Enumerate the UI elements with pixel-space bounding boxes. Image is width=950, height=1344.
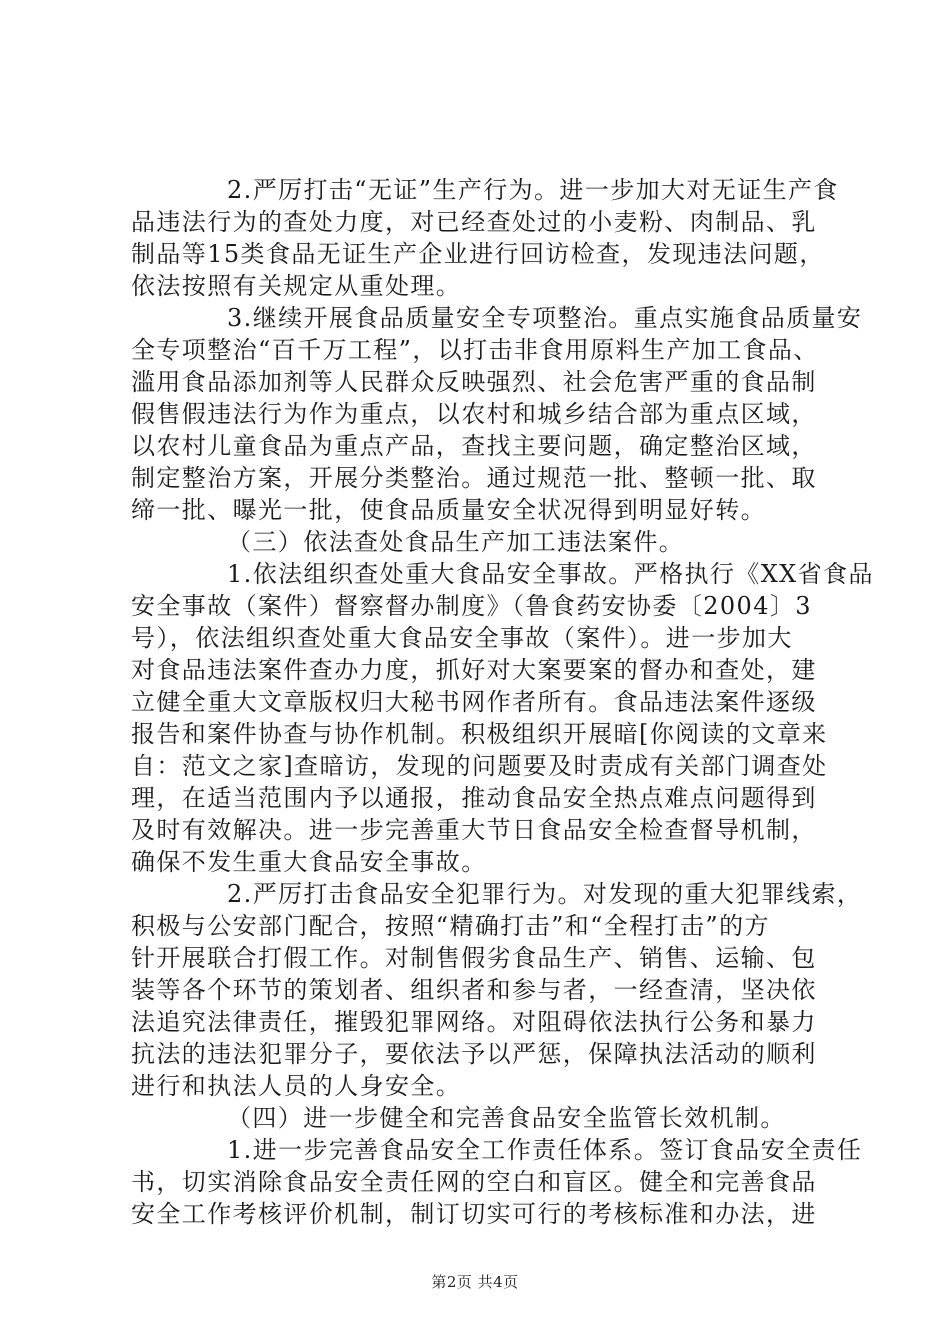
paragraph-line: 以农村儿童食品为重点产品，查找主要问题，确定整治区域， — [131, 432, 817, 460]
paragraph-line: 积极与公安部门配合，按照“精确打击”和“全程打击”的方 — [131, 912, 770, 940]
paragraph-line: 书，切实消除食品安全责任网的空白和盲区。健全和完善食品 — [131, 1168, 817, 1196]
paragraph-line: 1.依法组织查处重大食品安全事故。严格执行《XX省食品 — [227, 560, 874, 588]
paragraph-line: 号），依法组织查处重大食品安全事故（案件）。进一步加大 — [131, 624, 793, 652]
paragraph-line: 缔一批、曝光一批，使食品质量安全状况得到明显好转。 — [131, 496, 766, 524]
paragraph-p5 — [131, 878, 863, 1102]
document-body — [131, 174, 874, 1230]
paragraph-line: 1.进一步完善食品安全工作责任体系。签订食品安全责任 — [227, 1136, 863, 1164]
paragraph-line: 制定整治方案，开展分类整治。通过规范一批、整顿一批、取 — [131, 464, 817, 492]
paragraph-line: 假售假违法行为作为重点，以农村和城乡结合部为重点区域， — [131, 400, 817, 428]
paragraph-line: 立健全重大文章版权归大秘书网作者所有。食品违法案件逐级 — [131, 688, 817, 716]
paragraph-p7 — [131, 1134, 863, 1230]
paragraph-line: 及时有效解决。进一步完善重大节日食品安全检查督导机制， — [131, 816, 817, 844]
paragraph-line: 全专项整治“百千万工程”，以打击非食用原料生产加工食品、 — [131, 336, 819, 364]
paragraph-p6 — [131, 1102, 831, 1134]
paragraph-line: 安全事故（案件）督察督办制度》（鲁食药安协委〔2004〕3 — [131, 592, 812, 620]
paragraph-line: 品违法行为的查处力度，对已经查处过的小麦粉、肉制品、乳 — [131, 208, 817, 236]
paragraph-line: 对食品违法案件查办力度，抓好对大案要案的督办和查处，建 — [131, 656, 817, 684]
paragraph-line: 进行和执法人员的人身安全。 — [131, 1072, 462, 1100]
paragraph-line: 确保不发生重大食品安全事故。 — [131, 848, 487, 876]
paragraph-line: 依法按照有关规定从重处理。 — [131, 272, 462, 300]
paragraph-line: 3.继续开展食品质量安全专项整治。重点实施食品质量安 — [227, 304, 863, 332]
paragraph-line: 安全工作考核评价机制，制订切实可行的考核标准和办法，进 — [131, 1200, 817, 1228]
paragraph-line: 滥用食品添加剂等人民群众反映强烈、社会危害严重的食品制 — [131, 368, 817, 396]
paragraph-line: 装等各个环节的策划者、组织者和参与者，一经查清，坚决依 — [131, 976, 817, 1004]
paragraph-line: 制品等15类食品无证生产企业进行回访检查，发现违法问题， — [131, 240, 825, 268]
page-footer: 第2页 共4页 — [431, 1273, 519, 1291]
paragraph-p1 — [131, 174, 839, 302]
paragraph-p2 — [131, 302, 863, 526]
paragraph-line: 抗法的违法犯罪分子，要依法予以严惩，保障执法活动的顺利 — [131, 1040, 817, 1068]
paragraph-line: （三）依法查处食品生产加工违法案件。 — [227, 528, 685, 556]
paragraph-line: （四）进一步健全和完善食品安全监管长效机制。 — [227, 1104, 786, 1132]
paragraph-line: 报告和案件协查与协作机制。积极组织开展暗[你阅读的文章来 — [131, 720, 828, 748]
paragraph-line: 2.严厉打击食品安全犯罪行为。对发现的重大犯罪线索， — [227, 880, 863, 908]
paragraph-line: 理，在适当范围内予以通报，推动食品安全热点难点问题得到 — [131, 784, 817, 812]
paragraph-p3 — [131, 526, 831, 558]
paragraph-line: 自：范文之家]查暗访，发现的问题要及时责成有关部门调查处 — [131, 752, 828, 780]
paragraph-p4 — [131, 558, 874, 878]
paragraph-line: 法追究法律责任，摧毁犯罪网络。对阻碍依法执行公务和暴力 — [131, 1008, 817, 1036]
paragraph-line: 2.严厉打击“无证”生产行为。进一步加大对无证生产食 — [227, 176, 839, 204]
paragraph-line: 针开展联合打假工作。对制售假劣食品生产、销售、运输、包 — [131, 944, 817, 972]
